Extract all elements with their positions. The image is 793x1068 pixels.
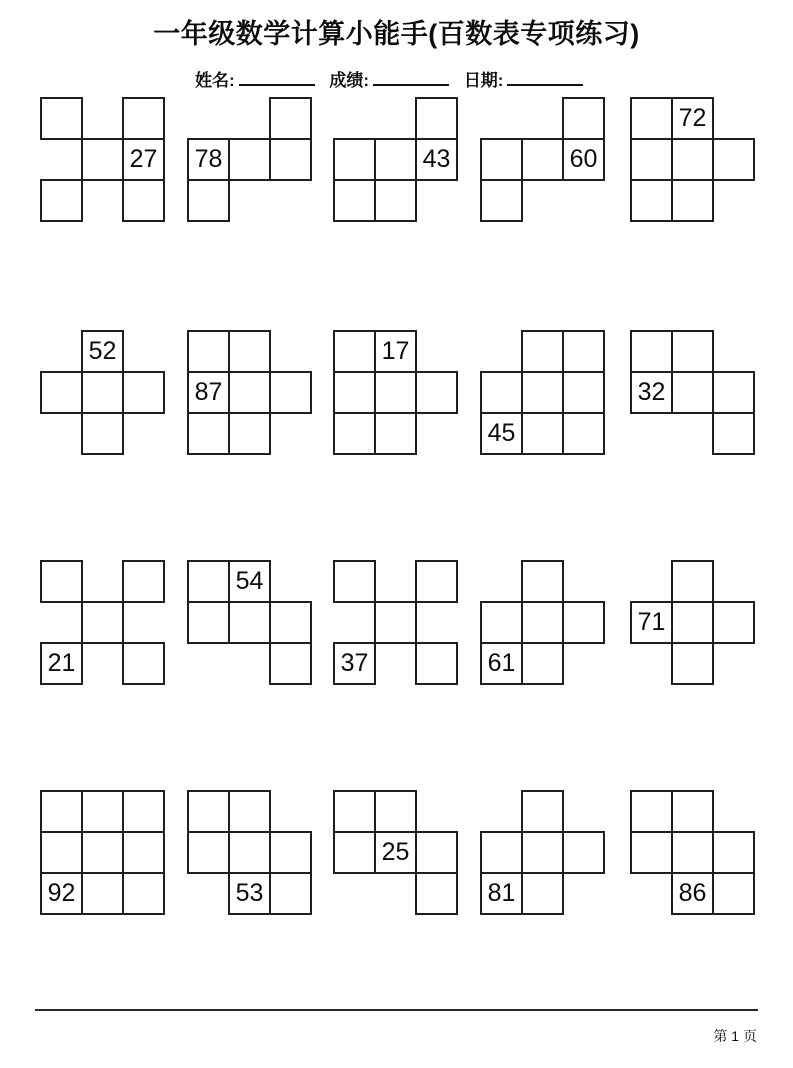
- given-number-cell: 72: [671, 97, 714, 140]
- empty-answer-cell: [40, 790, 83, 833]
- empty-answer-cell: [333, 138, 376, 181]
- empty-answer-cell: [40, 97, 83, 140]
- given-number-cell: 52: [81, 330, 124, 373]
- empty-answer-cell: [269, 831, 312, 874]
- given-number-cell: 81: [480, 872, 523, 915]
- name-field-label: 姓名:: [195, 71, 235, 90]
- empty-answer-cell: [81, 601, 124, 644]
- empty-answer-cell: [374, 601, 417, 644]
- empty-answer-cell: [122, 179, 165, 222]
- puzzle-6: [40, 330, 165, 455]
- empty-answer-cell: [228, 412, 271, 455]
- empty-answer-cell: [562, 601, 605, 644]
- empty-answer-cell: [122, 831, 165, 874]
- empty-answer-cell: [333, 560, 376, 603]
- empty-answer-cell: [630, 138, 673, 181]
- given-number-cell: 87: [187, 371, 230, 414]
- empty-answer-cell: [374, 412, 417, 455]
- empty-answer-cell: [712, 872, 755, 915]
- empty-answer-cell: [187, 831, 230, 874]
- empty-answer-cell: [269, 138, 312, 181]
- empty-answer-cell: [269, 97, 312, 140]
- empty-answer-cell: [333, 790, 376, 833]
- empty-answer-cell: [671, 601, 714, 644]
- empty-answer-cell: [187, 412, 230, 455]
- empty-answer-cell: [40, 831, 83, 874]
- puzzle-1: [40, 97, 165, 222]
- empty-answer-cell: [521, 330, 564, 373]
- footer-divider: [35, 1009, 758, 1011]
- empty-answer-cell: [712, 412, 755, 455]
- empty-answer-cell: [630, 97, 673, 140]
- date-field-label: 日期:: [463, 71, 504, 90]
- puzzle-20: [630, 790, 755, 915]
- empty-answer-cell: [81, 138, 124, 181]
- empty-answer-cell: [81, 790, 124, 833]
- puzzle-14: [480, 560, 605, 685]
- empty-answer-cell: [415, 831, 458, 874]
- empty-answer-cell: [521, 412, 564, 455]
- empty-answer-cell: [81, 371, 124, 414]
- empty-answer-cell: [40, 371, 83, 414]
- empty-answer-cell: [122, 790, 165, 833]
- empty-answer-cell: [269, 371, 312, 414]
- empty-answer-cell: [671, 831, 714, 874]
- puzzle-9: [480, 330, 605, 455]
- empty-answer-cell: [671, 179, 714, 222]
- empty-answer-cell: [374, 179, 417, 222]
- empty-answer-cell: [521, 642, 564, 685]
- empty-answer-cell: [480, 831, 523, 874]
- given-number-cell: 32: [630, 371, 673, 414]
- empty-answer-cell: [521, 138, 564, 181]
- empty-answer-cell: [187, 790, 230, 833]
- puzzle-19: [480, 790, 605, 915]
- empty-answer-cell: [671, 138, 714, 181]
- empty-answer-cell: [187, 560, 230, 603]
- empty-answer-cell: [630, 330, 673, 373]
- empty-answer-cell: [521, 790, 564, 833]
- empty-answer-cell: [122, 642, 165, 685]
- empty-answer-cell: [81, 831, 124, 874]
- empty-answer-cell: [480, 601, 523, 644]
- empty-answer-cell: [228, 601, 271, 644]
- puzzle-13: [333, 560, 458, 685]
- empty-answer-cell: [671, 560, 714, 603]
- empty-answer-cell: [228, 330, 271, 373]
- empty-answer-cell: [228, 371, 271, 414]
- given-number-cell: 61: [480, 642, 523, 685]
- empty-answer-cell: [712, 831, 755, 874]
- empty-answer-cell: [521, 872, 564, 915]
- empty-answer-cell: [333, 831, 376, 874]
- empty-answer-cell: [228, 790, 271, 833]
- given-number-cell: 27: [122, 138, 165, 181]
- given-number-cell: 17: [374, 330, 417, 373]
- empty-answer-cell: [81, 872, 124, 915]
- empty-answer-cell: [333, 330, 376, 373]
- empty-answer-cell: [562, 412, 605, 455]
- empty-answer-cell: [228, 831, 271, 874]
- empty-answer-cell: [333, 179, 376, 222]
- empty-answer-cell: [269, 601, 312, 644]
- empty-answer-cell: [712, 371, 755, 414]
- empty-answer-cell: [374, 371, 417, 414]
- empty-answer-cell: [521, 560, 564, 603]
- given-number-cell: 78: [187, 138, 230, 181]
- empty-answer-cell: [228, 138, 271, 181]
- empty-answer-cell: [630, 831, 673, 874]
- empty-answer-cell: [480, 138, 523, 181]
- page-title: 一年级数学计算小能手(百数表专项练习): [153, 19, 640, 49]
- empty-answer-cell: [415, 97, 458, 140]
- given-number-cell: 53: [228, 872, 271, 915]
- given-number-cell: 60: [562, 138, 605, 181]
- empty-answer-cell: [480, 371, 523, 414]
- empty-answer-cell: [81, 412, 124, 455]
- empty-answer-cell: [480, 179, 523, 222]
- empty-answer-cell: [122, 872, 165, 915]
- score-field-label: 成绩:: [329, 71, 370, 90]
- puzzle-12: [187, 560, 312, 685]
- empty-answer-cell: [415, 371, 458, 414]
- empty-answer-cell: [630, 790, 673, 833]
- empty-answer-cell: [269, 872, 312, 915]
- puzzle-10: [630, 330, 755, 455]
- given-number-cell: 21: [40, 642, 83, 685]
- empty-answer-cell: [374, 138, 417, 181]
- empty-answer-cell: [630, 179, 673, 222]
- given-number-cell: 43: [415, 138, 458, 181]
- empty-answer-cell: [415, 642, 458, 685]
- empty-answer-cell: [187, 179, 230, 222]
- given-number-cell: 25: [374, 831, 417, 874]
- puzzle-8: [333, 330, 458, 455]
- empty-answer-cell: [40, 560, 83, 603]
- empty-answer-cell: [712, 601, 755, 644]
- puzzle-3: [333, 97, 458, 222]
- empty-answer-cell: [269, 642, 312, 685]
- empty-answer-cell: [671, 330, 714, 373]
- empty-answer-cell: [562, 371, 605, 414]
- empty-answer-cell: [521, 601, 564, 644]
- empty-answer-cell: [187, 330, 230, 373]
- empty-answer-cell: [671, 642, 714, 685]
- empty-answer-cell: [415, 872, 458, 915]
- empty-answer-cell: [671, 790, 714, 833]
- empty-answer-cell: [671, 371, 714, 414]
- puzzle-17: [187, 790, 312, 915]
- given-number-cell: 71: [630, 601, 673, 644]
- empty-answer-cell: [333, 371, 376, 414]
- given-number-cell: 45: [480, 412, 523, 455]
- puzzle-16: [40, 790, 165, 915]
- puzzle-5: [630, 97, 755, 222]
- given-number-cell: 37: [333, 642, 376, 685]
- empty-answer-cell: [122, 97, 165, 140]
- empty-answer-cell: [187, 601, 230, 644]
- puzzle-4: [480, 97, 605, 222]
- given-number-cell: 54: [228, 560, 271, 603]
- puzzle-7: [187, 330, 312, 455]
- empty-answer-cell: [333, 412, 376, 455]
- puzzle-11: [40, 560, 165, 685]
- empty-answer-cell: [40, 179, 83, 222]
- empty-answer-cell: [712, 138, 755, 181]
- puzzle-15: [630, 560, 755, 685]
- empty-answer-cell: [562, 831, 605, 874]
- empty-answer-cell: [521, 831, 564, 874]
- puzzle-2: [187, 97, 312, 222]
- empty-answer-cell: [415, 560, 458, 603]
- empty-answer-cell: [374, 790, 417, 833]
- given-number-cell: 86: [671, 872, 714, 915]
- empty-answer-cell: [122, 371, 165, 414]
- empty-answer-cell: [562, 330, 605, 373]
- given-number-cell: 92: [40, 872, 83, 915]
- empty-answer-cell: [521, 371, 564, 414]
- page-number-label: 第 1 页: [713, 1028, 757, 1044]
- empty-answer-cell: [122, 560, 165, 603]
- puzzle-18: [333, 790, 458, 915]
- empty-answer-cell: [562, 97, 605, 140]
